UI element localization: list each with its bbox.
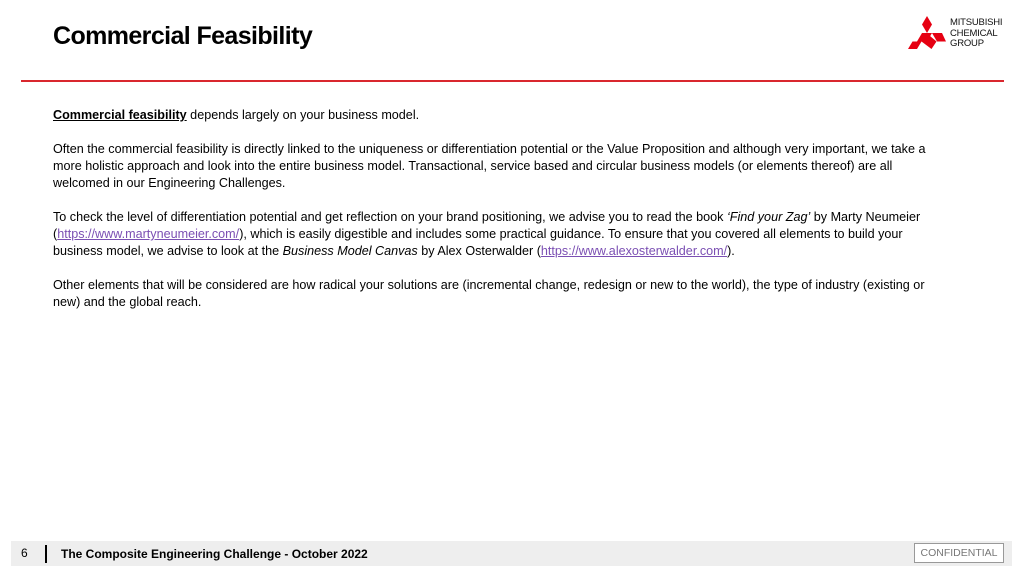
link-martyneumeier[interactable]: https://www.martyneumeier.com/	[57, 227, 240, 241]
book-title-zag: ‘Find your Zag’	[726, 210, 811, 224]
page-number: 6	[21, 546, 28, 560]
p3-text-5: ).	[727, 244, 735, 258]
page-title: Commercial Feasibility	[53, 22, 313, 50]
main-content	[53, 107, 933, 328]
p3-text-3: ), which is easily digestible and includes some practical guidance. To ensure that you covered all elements to build your business model, we advise to look at the	[53, 227, 903, 258]
link-alexosterwalder[interactable]: https://www.alexosterwalder.com/	[540, 244, 728, 258]
logo-wordmark	[950, 18, 1002, 50]
company-logo	[908, 16, 1008, 52]
footer-separator	[45, 545, 47, 563]
three-diamonds-icon	[908, 16, 946, 50]
logo-line-2: CHEMICAL	[950, 27, 998, 39]
paragraph-1	[53, 107, 933, 124]
p3-text-2: by Marty Neumeier (	[53, 210, 921, 241]
logo-line-1: MITSUBISHI	[950, 17, 1003, 28]
lead-term: Commercial feasibility	[53, 108, 187, 122]
paragraph-2: Often the commercial feasibility is directly linked to the uniqueness or differentiation potential or the Value Proposition and although very important, we take a more holistic approach and look into the entire business model. Transactional, service based and circular business models (or elements thereof) are all welcomed in our Engineering Challenges.	[53, 142, 926, 190]
footer-title: The Composite Engineering Challenge - October 2022	[61, 547, 368, 561]
book-title-canvas: Business Model Canvas	[282, 244, 418, 258]
p3-text-1: To check the level of differentiation potential and get reflection on your brand positioning, we advise you to read the book	[53, 210, 727, 224]
paragraph-3	[53, 209, 933, 260]
confidential-badge: CONFIDENTIAL	[914, 543, 1004, 563]
paragraph-4: Other elements that will be considered are how radical your solutions are (incremental change, redesign or new to the world), the type of industry (existing or new) and the global reach.	[53, 278, 925, 309]
p3-text-4: by Alex Osterwalder (	[417, 244, 541, 258]
logo-line-3: GROUP	[950, 38, 984, 49]
paragraph-1-rest: depends largely on your business model.	[186, 108, 420, 122]
header-divider	[21, 80, 1004, 82]
